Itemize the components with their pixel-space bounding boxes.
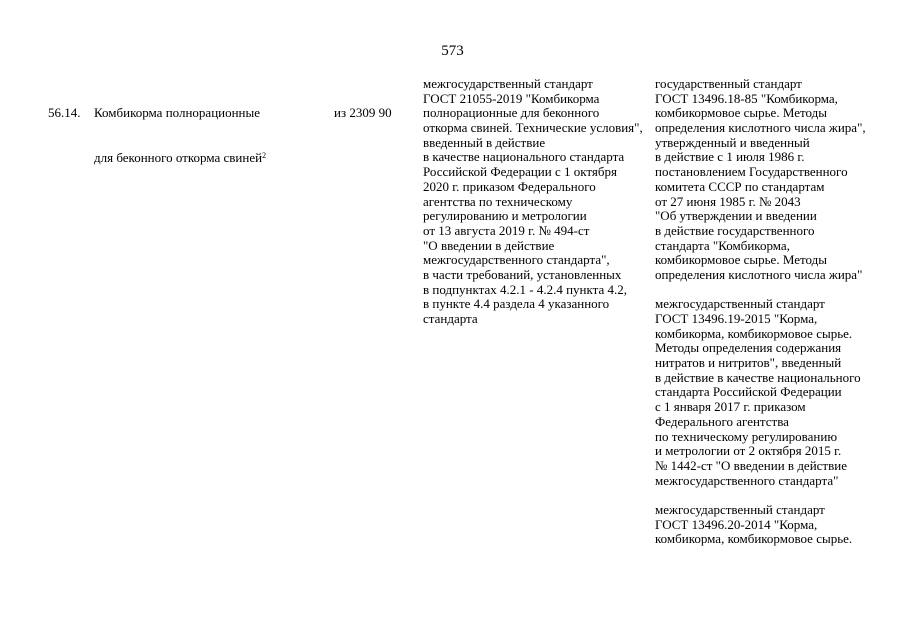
method-line: комитета СССР по стандартам: [655, 178, 825, 194]
requirements-line: 2020 г. приказом Федерального: [423, 178, 596, 194]
method-line: № 1442-ст "О введении в действие: [655, 457, 847, 473]
method-line: утвержденный и введенный: [655, 134, 810, 150]
method-line: комбикормовое сырье. Методы: [655, 252, 827, 268]
test-methods-standards: [655, 77, 866, 547]
requirements-line: "О введении в действие: [423, 237, 555, 253]
requirements-line: откорма свиней. Технические условия",: [423, 120, 643, 136]
requirements-line: регулированию и метрологии: [423, 208, 587, 224]
method-line: в действие государственного: [655, 222, 815, 238]
method-line: ГОСТ 13496.19-2015 "Корма,: [655, 311, 818, 326]
requirements-line: в подпунктах 4.2.1 - 4.2.4 пункта 4.2,: [423, 281, 628, 297]
requirements-line: в качестве национального стандарта: [423, 149, 625, 165]
method-line: и метрологии от 2 октября 2015 г.: [655, 443, 842, 459]
method-line: в действие в качестве национального: [655, 369, 861, 385]
method-line: определения кислотного числа жира": [655, 266, 863, 282]
requirements-line: Российской Федерации с 1 октября: [423, 164, 617, 180]
method-line: стандарта "Комбикорма,: [655, 237, 790, 253]
requirements-line: стандарта: [423, 311, 478, 326]
page-number: 573: [441, 43, 464, 59]
product-name-line-text: для беконного откорма свиней: [94, 149, 263, 165]
method-line: межгосударственный стандарт: [655, 296, 825, 312]
tn-ved-code: [334, 77, 392, 136]
requirements-line: ГОСТ 21055-2019 "Комбикорма: [423, 90, 600, 106]
requirements-line: агентства по техническому: [423, 193, 573, 209]
method-line: "Об утверждении и введении: [655, 208, 817, 224]
requirements-standard: [423, 77, 643, 327]
method-line: комбикорма, комбикормовое сырье.: [655, 325, 853, 341]
row-number-text: 56.14.: [48, 105, 81, 121]
requirements-line: от 13 августа 2019 г. № 494-ст: [423, 222, 590, 238]
method-line: [655, 283, 866, 298]
method-line: определения кислотного числа жира",: [655, 120, 866, 136]
method-line: Методы определения содержания: [655, 340, 842, 356]
method-line: стандарта Российской Федерации: [655, 384, 842, 400]
requirements-line: полнорационные для беконного: [423, 105, 600, 121]
method-line: Федерального агентства: [655, 413, 789, 429]
footnote-marker: 2: [262, 150, 267, 160]
method-line: [655, 488, 866, 503]
method-line: комбикормовое сырье. Методы: [655, 105, 827, 121]
product-name-line: Комбикорма полнорационные: [94, 105, 261, 121]
tn-ved-code-text: из 2309 90: [334, 105, 392, 121]
method-line: государственный стандарт: [655, 76, 802, 91]
method-line: по техническому регулированию: [655, 428, 838, 444]
method-line: от 27 июня 1985 г. № 2043: [655, 193, 801, 209]
requirements-line: в части требований, установленных: [423, 266, 622, 282]
method-line: в действие с 1 июля 1986 г.: [655, 149, 805, 165]
method-line: с 1 января 2017 г. приказом: [655, 399, 806, 415]
method-line: межгосударственного стандарта": [655, 472, 839, 488]
requirements-line: введенный в действие: [423, 134, 546, 150]
requirements-line: межгосударственный стандарт: [423, 76, 593, 91]
method-line: межгосударственный стандарт: [655, 501, 825, 517]
method-line: ГОСТ 13496.18-85 "Комбикорма,: [655, 90, 838, 106]
method-line: ГОСТ 13496.20-2014 "Корма,: [655, 516, 818, 532]
row-number: [48, 77, 81, 136]
product-name: [94, 77, 266, 180]
method-line: постановлением Государственного: [655, 164, 848, 180]
method-line: нитратов и нитритов", введенный: [655, 355, 842, 371]
product-name-line: [94, 151, 266, 166]
requirements-line: в пункте 4.4 раздела 4 указанного: [423, 296, 610, 312]
requirements-line: межгосударственного стандарта",: [423, 252, 610, 268]
method-line: комбикорма, комбикормовое сырье.: [655, 531, 853, 547]
